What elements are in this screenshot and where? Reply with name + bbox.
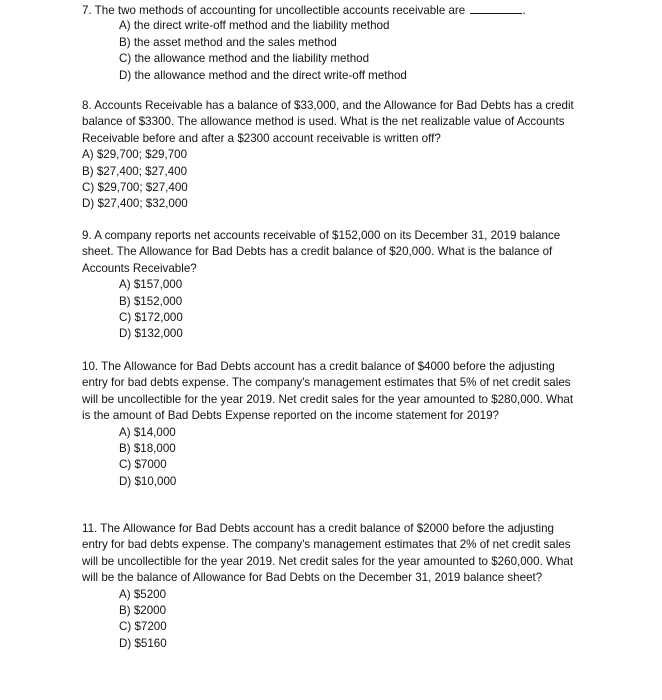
answer-blank <box>470 2 522 14</box>
question-stem: will be uncollectible for the year 2019. Net credit sales for the year amounted to $260,000. What <box>82 554 574 568</box>
option-b: B) $152,000 <box>119 294 183 308</box>
question-stem: Receivable before and after a $2300 account receivable is written off? <box>82 131 441 145</box>
option-d: D) the allowance method and the direct write-off method <box>119 68 407 82</box>
question-7 <box>82 2 602 84</box>
option-b: B) $2000 <box>119 603 167 617</box>
option-c: C) $7200 <box>119 620 167 634</box>
question-stem: Accounts Receivable? <box>82 261 197 275</box>
question-stem: entry for bad debts expense. The company's management estimates that 2% of net credit sales <box>82 538 571 552</box>
option-a: A) the direct write-off method and the liability method <box>119 19 390 33</box>
option-a: A) $157,000 <box>119 278 183 292</box>
question-stem: sheet. The Allowance for Bad Debts has a credit balance of $20,000. What is the balance of <box>82 245 553 259</box>
option-c: C) $172,000 <box>119 310 183 324</box>
question-stem: will be the balance of Allowance for Bad Debts on the December 31, 2019 balance sheet? <box>82 571 543 585</box>
option-d: D) $10,000 <box>119 474 177 488</box>
option-b: B) the asset method and the sales method <box>119 35 337 49</box>
question-stem: 7. The two methods of accounting for uncollectible accounts receivable are . <box>82 4 526 17</box>
question-stem: 11. The Allowance for Bad Debts account has a credit balance of $2000 before the adjusting <box>82 522 555 535</box>
option-d: D) $5160 <box>119 636 167 650</box>
question-stem: 10. The Allowance for Bad Debts account has a credit balance of $4000 before the adjusting <box>82 360 555 373</box>
option-a: A) $29,700; $29,700 <box>82 148 188 162</box>
option-a: A) $14,000 <box>119 425 176 439</box>
option-a: A) $5200 <box>119 587 167 601</box>
question-8 <box>82 98 602 213</box>
question-9 <box>82 228 602 343</box>
question-stem: entry for bad debts expense. The company's management estimates that 5% of net credit sales <box>82 376 571 390</box>
question-stem: is the amount of Bad Debts Expense reported on the income statement for 2019? <box>82 409 499 423</box>
question-11 <box>82 521 602 652</box>
option-b: B) $27,400; $27,400 <box>82 164 188 178</box>
option-c: C) $7000 <box>119 458 167 472</box>
option-c: C) $29,700; $27,400 <box>82 180 188 194</box>
option-b: B) $18,000 <box>119 441 176 455</box>
option-c: C) the allowance method and the liability method <box>119 52 370 66</box>
option-d: D) $27,400; $32,000 <box>82 197 188 211</box>
question-stem: 9. A company reports net accounts receivable of $152,000 on its December 31, 2019 balance <box>82 229 561 242</box>
question-stem: balance of $3300. The allowance method is used. What is the net realizable value of Accounts <box>82 115 565 129</box>
question-stem: 8. Accounts Receivable has a balance of $33,000, and the Allowance for Bad Debts has a credit <box>82 99 574 112</box>
question-10 <box>82 359 602 490</box>
question-stem: will be uncollectible for the year 2019. Net credit sales for the year amounted to $280,000. What <box>82 392 574 406</box>
option-d: D) $132,000 <box>119 327 183 341</box>
